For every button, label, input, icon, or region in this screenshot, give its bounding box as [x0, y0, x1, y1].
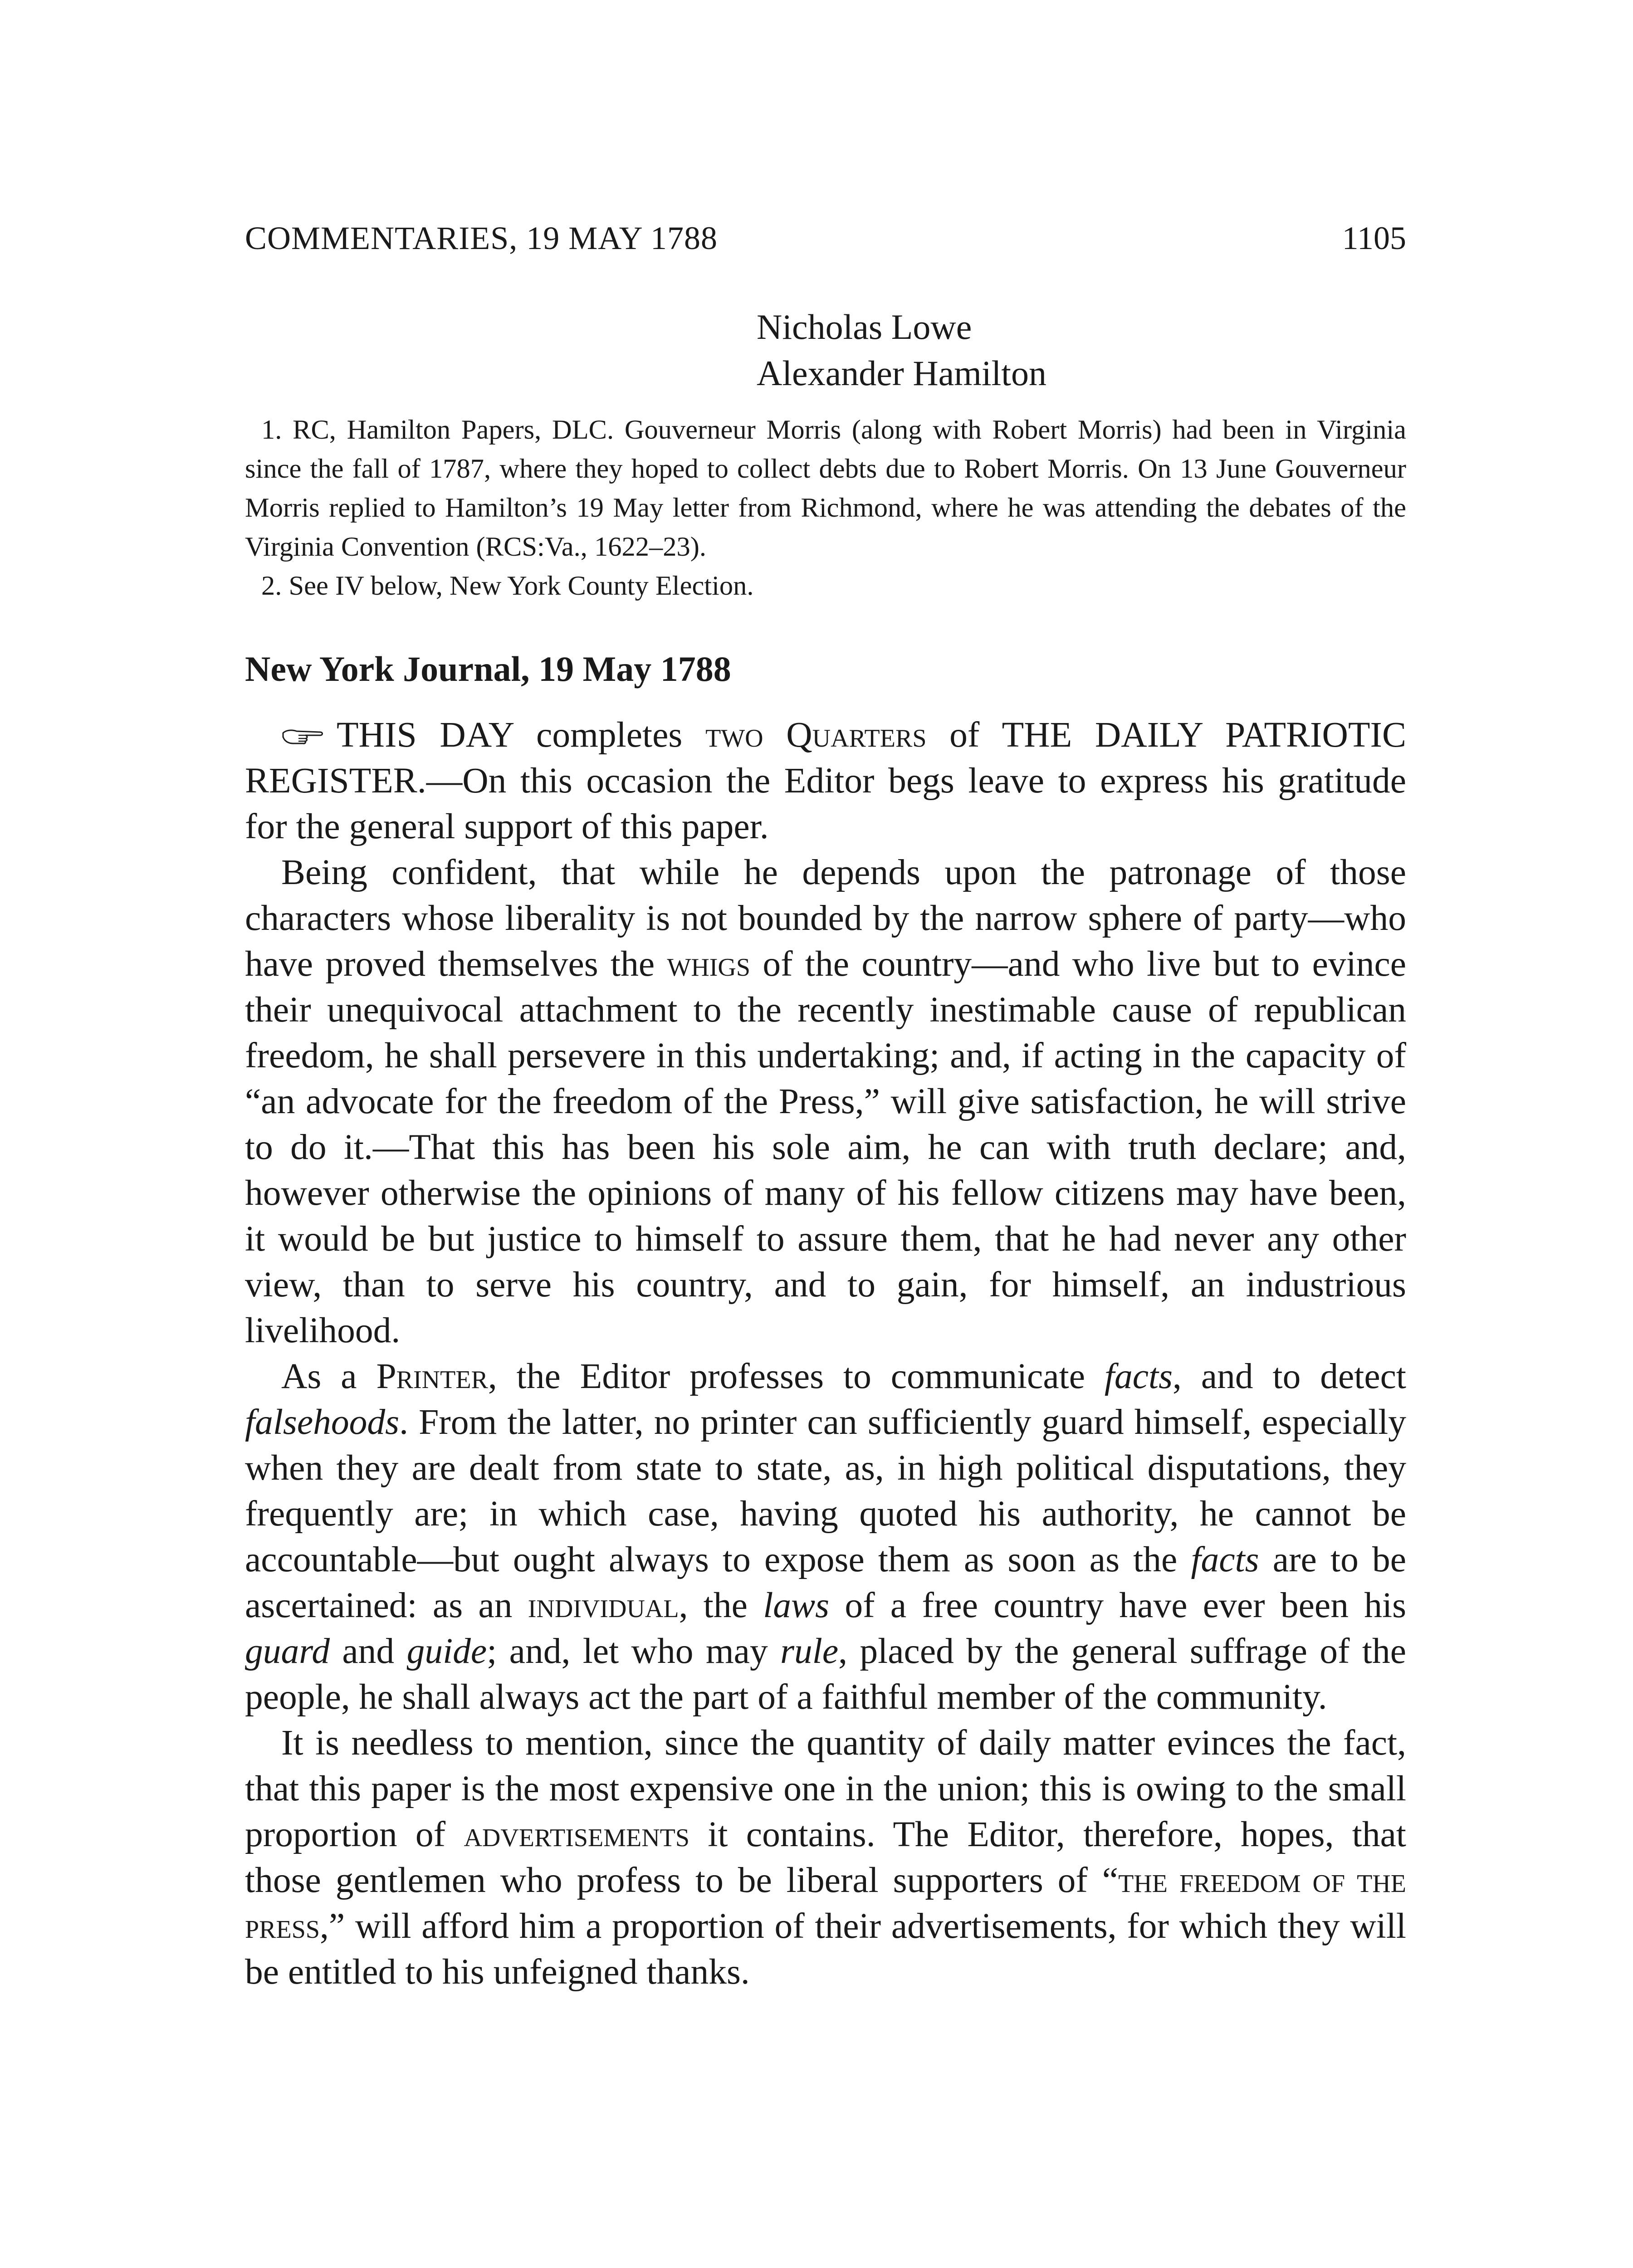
section-heading: New York Journal, 19 May 1788 [245, 649, 731, 689]
running-head-title: COMMENTARIES, 19 MAY 1788 [245, 220, 718, 256]
footnote-1: 1. RC, Hamilton Papers, DLC. Gouverneur Morris (along with Robert Morris) had been in Virginia since the fall of 1787, where they hoped to collect debts due to Robert Morris. On 13 June Gouverneur Morris replied to Hamilton’s 19 May letter from Richmond, where he was attending the debates of the Virginia Convention (RCS:Va., 1622–23). [245, 415, 1406, 562]
signature-line: Alexander Hamilton [757, 353, 1046, 393]
paragraph: As a Printer, the Editor professes to communicate facts, and to detect falsehoods. From the latter, no printer can sufficiently guard himself, especially when they are dealt from state to state, as, in high political disputations, they frequently are; in which case, having quoted his authority, he cannot be accountable—but ought always to expose them as soon as the facts are to be ascertained: as an individual, the laws of a free country have ever been his guard and guide; and, let who may rule, placed by the general suffrage of the people, he shall always act the part of a faithful member of the community. [245, 1356, 1407, 1717]
footnote-2: 2. See IV below, New York County Election. [261, 571, 754, 601]
paragraph: It is needless to mention, since the quantity of daily matter evinces the fact, that this paper is the most expensive one in the union; this is owing to the small proportion of advertisements it contains. The Editor, therefore, hopes, that those gentlemen who profess to be liberal supporters of “the freedom of the press,” will afford him a proportion of their advertisements, for which they will be entitled to his unfeigned thanks. [245, 1723, 1406, 1992]
article-body [245, 712, 1406, 1995]
paragraph: THIS DAY completes two Quarters of THE DAILY PATRIOTIC REGISTER.—On this occasion the Editor begs leave to express his gratitude for the general support of this paper. [245, 715, 1407, 846]
letter-signatures [757, 304, 1046, 396]
page-number: 1105 [1342, 220, 1406, 256]
signature-line: Nicholas Lowe [757, 307, 972, 347]
pointing-hand-icon [281, 727, 325, 745]
running-head [245, 215, 1406, 261]
footnotes [245, 411, 1406, 606]
paragraph: Being confident, that while he depends upon the patronage of those characters whose liberality is not bounded by the narrow sphere of party—who have proved themselves the whigs of the country—and who live but to evince their unequivocal attachment to the recently inestimable cause of republican freedom, he shall persevere in this undertaking; and, if acting in the capacity of “an advocate for the freedom of the Press,” will give satisfaction, he will strive to do it.—That this has been his sole aim, he can with truth declare; and, however otherwise the opinions of many of his fellow citizens may have been, it would be but justice to himself to assure them, that he had never any other view, than to serve his country, and to gain, for himself, an industrious livelihood. [245, 852, 1407, 1350]
